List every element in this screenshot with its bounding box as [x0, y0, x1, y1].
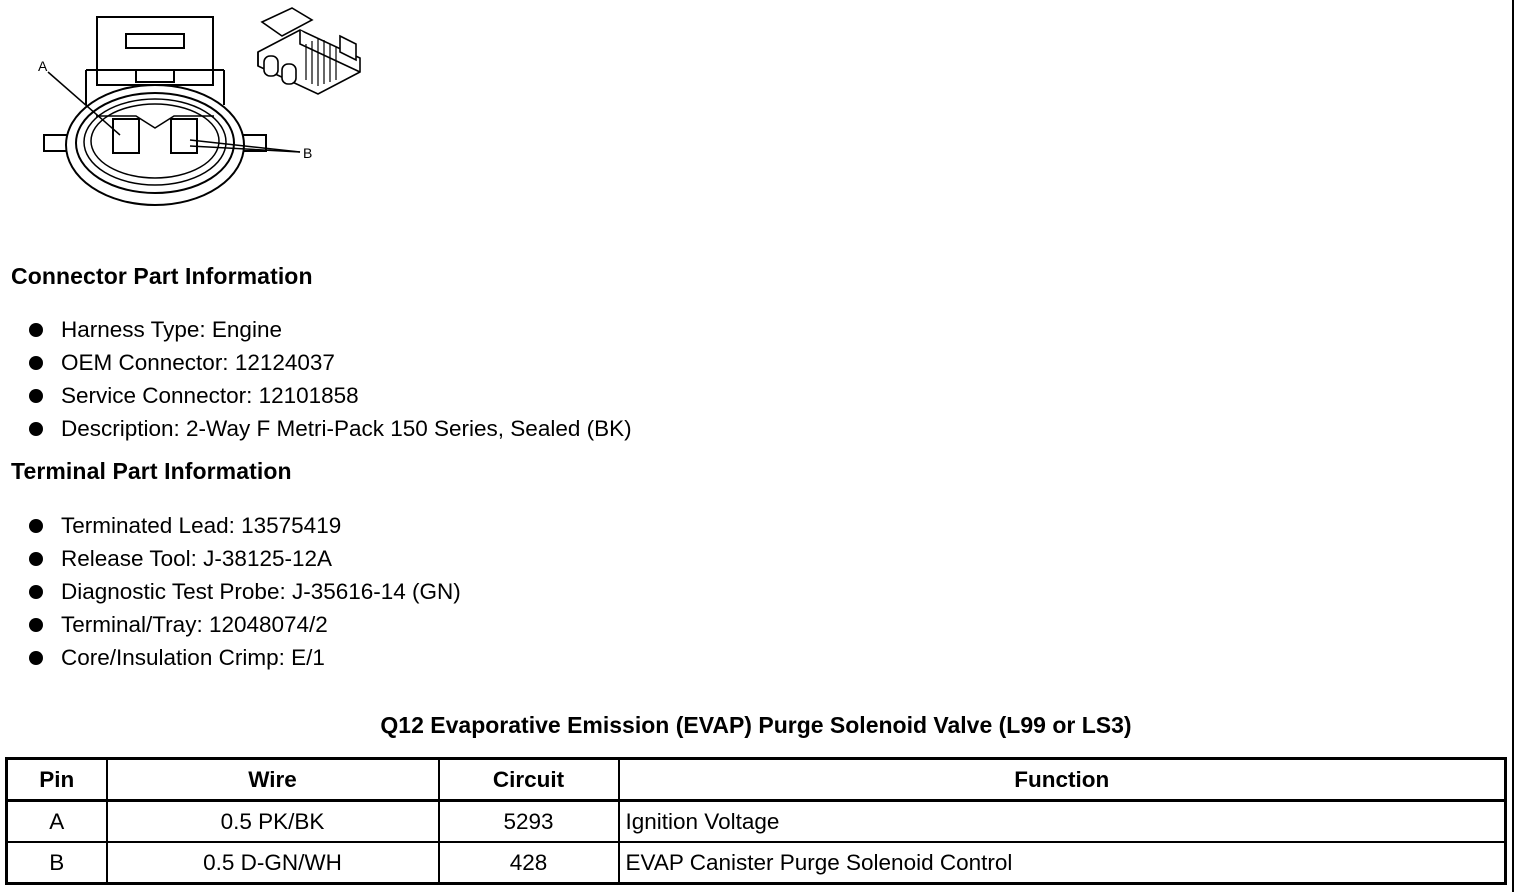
cell-wire: 0.5 D-GN/WH — [107, 842, 439, 884]
bullet-icon — [29, 323, 43, 337]
cell-function: EVAP Canister Purge Solenoid Control — [619, 842, 1506, 884]
list-item — [29, 577, 461, 610]
list-item — [29, 610, 461, 643]
bullet-icon — [29, 552, 43, 566]
cell-pin: A — [7, 801, 107, 843]
bullet-icon — [29, 422, 43, 436]
list-item-text: Terminal/Tray: 12048074/2 — [61, 612, 328, 637]
list-item — [29, 544, 461, 577]
cell-circuit: 5293 — [439, 801, 619, 843]
list-item-text: Release Tool: J-38125-12A — [61, 546, 333, 571]
column-header-function: Function — [619, 759, 1506, 801]
list-item — [29, 348, 632, 381]
pin-label-b: B — [303, 145, 313, 161]
list-item-text: Description: 2-Way F Metri-Pack 150 Series, Sealed (BK) — [61, 416, 632, 441]
table-row — [7, 801, 1506, 843]
bullet-icon — [29, 389, 43, 403]
connector-face-icon — [44, 17, 300, 205]
terminal-part-heading: Terminal Part Information — [11, 458, 292, 484]
list-item-text: Service Connector: 12101858 — [61, 383, 359, 408]
bullet-icon — [29, 651, 43, 665]
list-item — [29, 643, 461, 676]
pin-label-a: A — [38, 58, 48, 74]
list-item-text: Terminated Lead: 13575419 — [61, 513, 342, 538]
connector-part-list — [29, 315, 632, 447]
page-right-border — [1512, 0, 1514, 892]
cell-function: Ignition Voltage — [619, 801, 1506, 843]
cell-wire: 0.5 PK/BK — [107, 801, 439, 843]
connector-diagram — [0, 0, 380, 215]
list-item — [29, 414, 632, 447]
bullet-icon — [29, 519, 43, 533]
bullet-icon — [29, 618, 43, 632]
column-header-wire: Wire — [107, 759, 439, 801]
cell-pin: B — [7, 842, 107, 884]
list-item-text: Harness Type: Engine — [61, 317, 282, 342]
table-header-row — [7, 759, 1506, 801]
cell-circuit: 428 — [439, 842, 619, 884]
table-row — [7, 842, 1506, 884]
list-item — [29, 315, 632, 348]
column-header-pin: Pin — [7, 759, 107, 801]
connector-isometric-icon — [258, 8, 360, 94]
terminal-part-list — [29, 511, 461, 676]
table-title: Q12 Evaporative Emission (EVAP) Purge Solenoid Valve (L99 or LS3) — [380, 712, 1132, 738]
bullet-icon — [29, 585, 43, 599]
list-item — [29, 511, 461, 544]
list-item-text: Core/Insulation Crimp: E/1 — [61, 645, 325, 670]
column-header-circuit: Circuit — [439, 759, 619, 801]
list-item — [29, 381, 632, 414]
pinout-table — [5, 757, 1507, 885]
list-item-text: Diagnostic Test Probe: J-35616-14 (GN) — [61, 579, 461, 604]
bullet-icon — [29, 356, 43, 370]
list-item-text: OEM Connector: 12124037 — [61, 350, 335, 375]
connector-part-heading: Connector Part Information — [11, 263, 313, 289]
